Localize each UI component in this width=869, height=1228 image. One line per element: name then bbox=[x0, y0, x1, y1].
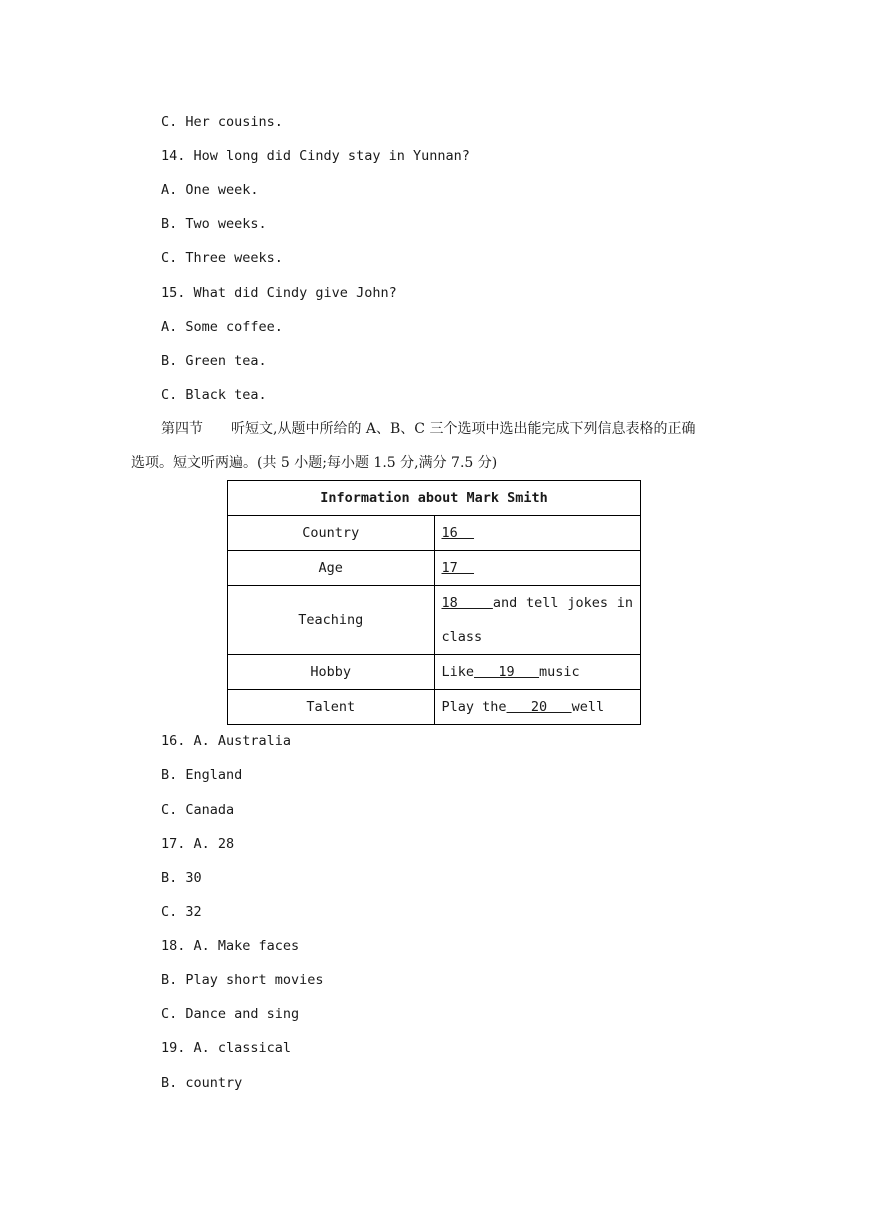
row-label: Age bbox=[228, 551, 435, 586]
section-heading: 第四节 听短文,从题中所给的 A、B、C 三个选项中选出能完成下列信息表格的正确 bbox=[161, 421, 696, 437]
blank-17: 17 bbox=[441, 560, 475, 576]
info-table bbox=[227, 480, 641, 725]
option-line: C. Black tea. bbox=[161, 387, 267, 403]
table-row bbox=[228, 586, 641, 655]
row-value: 18 and tell jokes in class bbox=[434, 586, 641, 655]
question-17: 17. A. 28 bbox=[161, 836, 235, 852]
row-label: Country bbox=[228, 516, 435, 551]
row-label: Talent bbox=[228, 690, 435, 725]
row-value bbox=[434, 516, 641, 551]
question-16: 16. A. Australia bbox=[161, 733, 292, 749]
option-line: B. Green tea. bbox=[161, 353, 267, 369]
option-line: C. Three weeks. bbox=[161, 250, 283, 266]
table-row bbox=[228, 690, 641, 725]
option-line: B. England bbox=[161, 767, 243, 783]
row-value: Like 19 music bbox=[434, 655, 641, 690]
table-row bbox=[228, 516, 641, 551]
table-row bbox=[228, 551, 641, 586]
option-line: A. One week. bbox=[161, 182, 259, 198]
question-19: 19. A. classical bbox=[161, 1040, 292, 1056]
row-label: Hobby bbox=[228, 655, 435, 690]
question-15: 15. What did Cindy give John? bbox=[161, 285, 397, 301]
blank-18: 18 bbox=[441, 595, 493, 611]
option-line: B. country bbox=[161, 1075, 243, 1091]
option-line: B. 30 bbox=[161, 870, 202, 886]
blank-16: 16 bbox=[441, 525, 475, 541]
question-14: 14. How long did Cindy stay in Yunnan? bbox=[161, 148, 470, 164]
table-row bbox=[228, 655, 641, 690]
option-line: B. Two weeks. bbox=[161, 216, 267, 232]
option-line: C. Canada bbox=[161, 802, 235, 818]
option-line: C. 32 bbox=[161, 904, 202, 920]
section-instructions: 选项。短文听两遍。(共 5 小题;每小题 1.5 分,满分 7.5 分) bbox=[131, 455, 498, 471]
option-line: C. Her cousins. bbox=[161, 114, 283, 130]
blank-20: 20 bbox=[506, 699, 572, 715]
blank-19: 19 bbox=[474, 664, 540, 680]
option-line: C. Dance and sing bbox=[161, 1006, 300, 1022]
option-line: B. Play short movies bbox=[161, 972, 324, 988]
question-18: 18. A. Make faces bbox=[161, 938, 300, 954]
row-value bbox=[434, 551, 641, 586]
table-title: Information about Mark Smith bbox=[228, 481, 641, 516]
row-label: Teaching bbox=[228, 586, 435, 655]
option-line: A. Some coffee. bbox=[161, 319, 283, 335]
row-value: Play the 20 well bbox=[434, 690, 641, 725]
